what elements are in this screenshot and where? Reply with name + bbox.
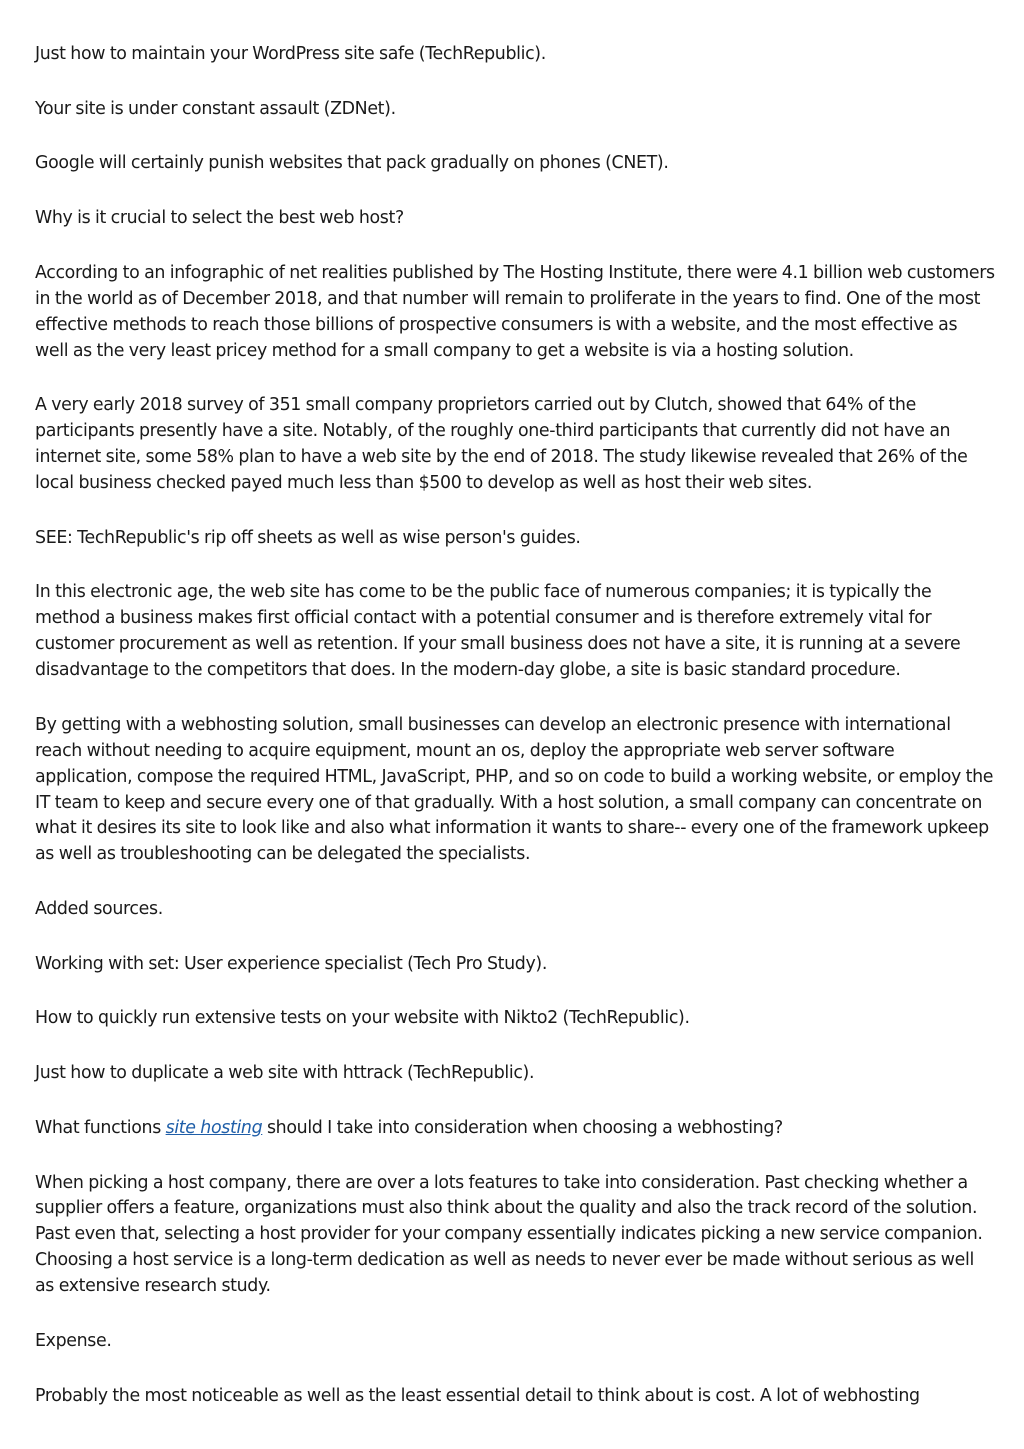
paragraph-expense: Expense. (35, 1330, 112, 1351)
paragraph-nikto2: How to quickly run extensive tests on your website with Nikto2 (TechRepublic). (35, 1008, 690, 1029)
paragraph-what-functions (35, 1116, 995, 1142)
paragraph-infographic: According to an infographic of net realities published by The Hosting Institute, there were 4.1 billion web customers in the world as of December 2018, and that number will remain to proliferate in the years to find. One of the most effective methods to reach those billions of prospective consumers is with a website, and the most effective as well as the very least pricey method for a small company to get a website is via a hosting solution. (35, 262, 995, 361)
paragraph-site-assault: Your site is under constant assault (ZDNet). (35, 98, 396, 119)
paragraph-why-web-host: Why is it crucial to select the best web host? (35, 208, 404, 229)
question-before: What functions (35, 1117, 166, 1138)
paragraph-added-sources: Added sources. (35, 899, 163, 920)
paragraph-httrack: Just how to duplicate a web site with httrack (TechRepublic). (35, 1063, 535, 1084)
document-body (35, 42, 995, 1438)
paragraph-electronic-age: In this electronic age, the web site has come to be the public face of numerous companies; it is typically the method a business makes first official contact with a potential consumer and is therefore extremely vital for customer procurement as well as retention. If your small business does not have a site, it is running at a severe disadvantage to the competitors that does. In the modern-day globe, a site is basic standard procedure. (35, 582, 961, 681)
question-after: should I take into consideration when choosing a webhosting? (262, 1117, 783, 1138)
paragraph-google-punish: Google will certainly punish websites that pack gradually on phones (CNET). (35, 153, 669, 174)
paragraph-wordpress-safe: Just how to maintain your WordPress site safe (TechRepublic). (35, 44, 546, 64)
paragraph-see-cheat-sheets: SEE: TechRepublic's rip off sheets as well as wise person's guides. (35, 527, 581, 548)
paragraph-picking-host: When picking a host company, there are over a lots features to take into consideration. Past checking whether a supplier offers a feature, organizations must also think about the quality and also the track record of the solution. Past even that, selecting a host provider for your company essentially indicates picking a new service companion. Choosing a host service is a long-term dedication as well as needs to never ever be made without serious as well as extensive research study. (35, 1172, 983, 1297)
site-hosting-link[interactable]: site hosting (165, 1117, 263, 1138)
paragraph-ux-specialist: Working with set: User experience specialist (Tech Pro Study). (35, 953, 548, 974)
paragraph-webhosting-solution: By getting with a webhosting solution, small businesses can develop an electronic presence with international reach without needing to acquire equipment, mount an os, deploy the appropriate web server software application, compose the required HTML, JavaScript, PHP, and so on code to build a working website, or employ the IT team to keep and secure every one of that gradually. With a host solution, a small company can concentrate on what it desires its site to look like and also what information it wants to share-- every one of the framework upkeep as well as troubleshooting can be delegated the specialists. (35, 714, 994, 865)
paragraph-clutch-survey: A very early 2018 survey of 351 small company proprietors carried out by Clutch, showed that 64% of the participants presently have a site. Notably, of the roughly one-third participants that currently did not have an internet site, some 58% plan to have a web site by the end of 2018. The study likewise revealed that 26% of the local business checked payed much less than $500 to develop as well as host their web sites. (35, 395, 968, 493)
paragraph-cost: Probably the most noticeable as well as the least essential detail to think about is cost. A lot of webhosting (35, 1385, 920, 1406)
